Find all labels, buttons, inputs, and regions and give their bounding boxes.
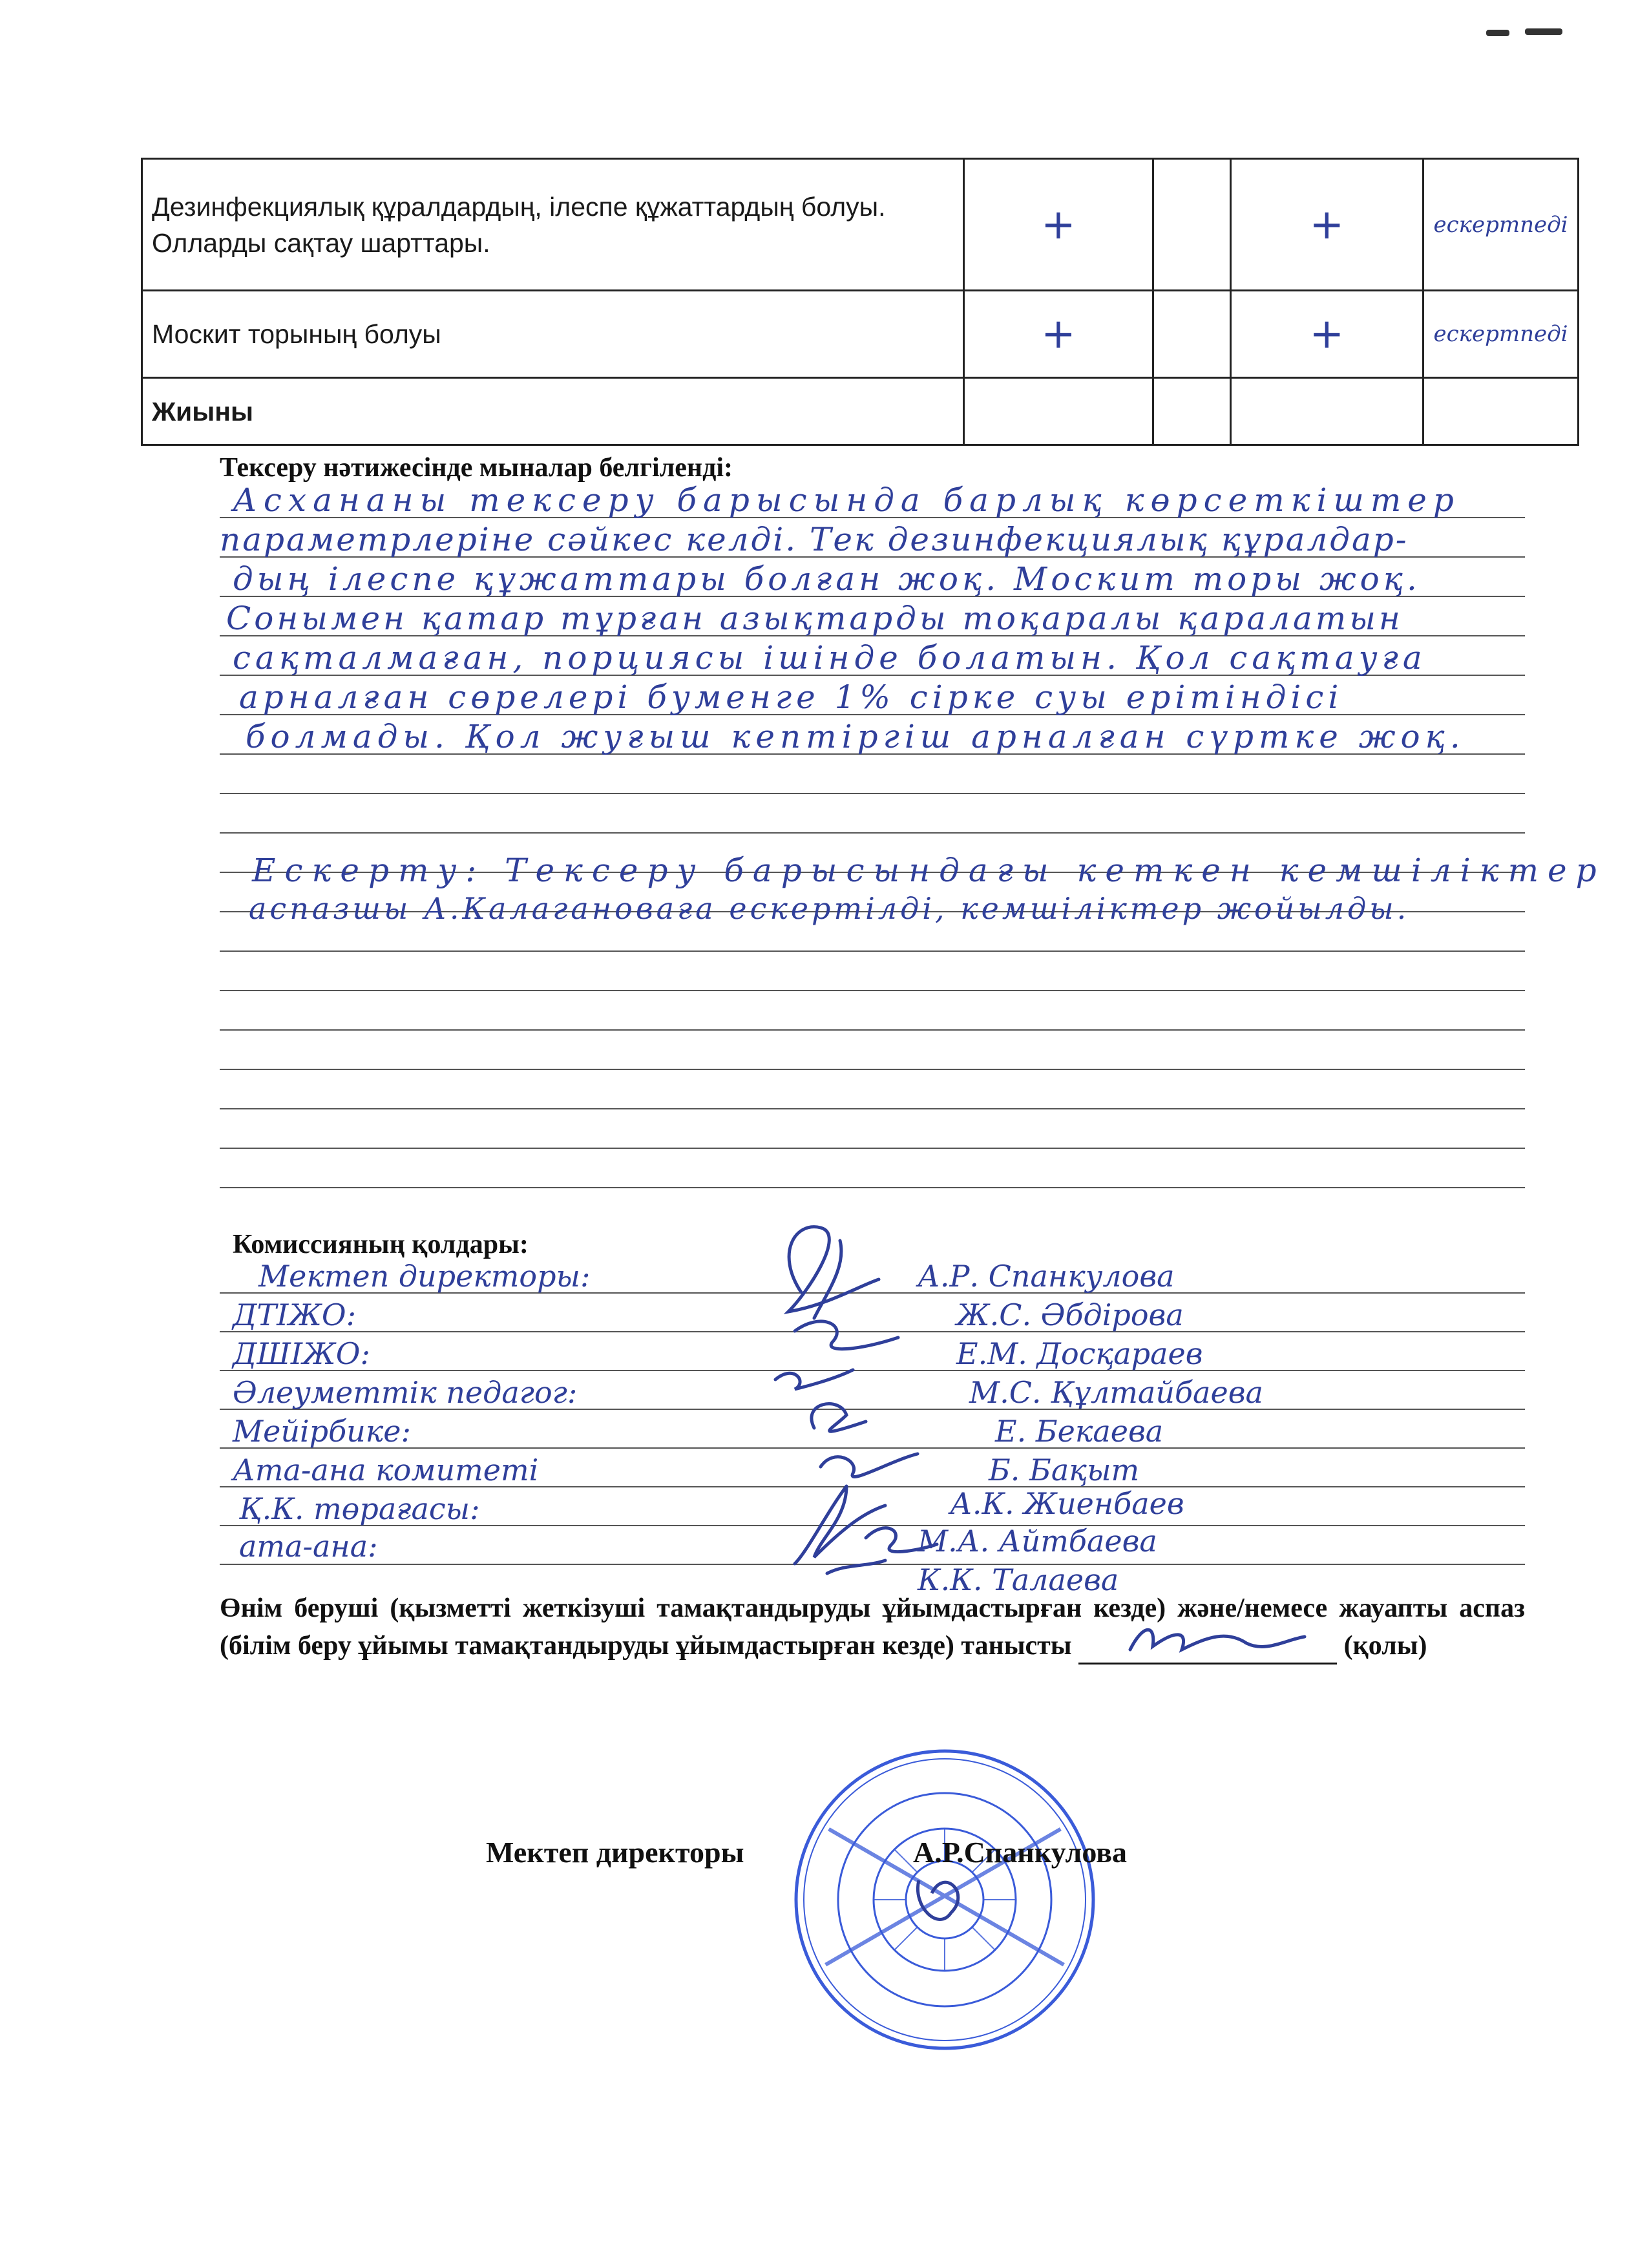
commission-member-name: М.А. Айтбаева: [918, 1524, 1157, 1559]
handwritten-line: Сонымен қатар тұрған азықтарды тоқаралы қаралатын: [226, 600, 1403, 637]
commission-role: ДШІЖО:: [233, 1336, 370, 1371]
criterion-cell: Москит торының болуы: [142, 291, 964, 378]
mark-cell: +: [1230, 159, 1423, 291]
commission-heading: Комиссияның қолдары:: [233, 1230, 529, 1259]
table-row: [142, 291, 1579, 378]
handwritten-line: аспазшы А.Калагановаға ескертілді, кемшіліктер жойылды.: [249, 891, 1410, 926]
note-cell: ескертпеді: [1423, 291, 1579, 378]
commission-role: Қ.К. төрағасы:: [239, 1491, 480, 1526]
mark-cell: +: [964, 291, 1153, 378]
commission-member-name: Ж.С. Әбдірова: [956, 1297, 1184, 1332]
commission-member-name: К.К. Талаева: [918, 1562, 1119, 1597]
commission-role: Мейірбике:: [233, 1414, 411, 1449]
table-row: [142, 159, 1579, 291]
signature-suffix: (қолы): [1343, 1631, 1427, 1661]
handwritten-line: сақталмаған, порциясы ішінде болатын. Қол сақтауға: [233, 639, 1427, 677]
signature-blank: [1078, 1637, 1337, 1664]
mark-cell: [1153, 159, 1230, 291]
acknowledgement-text: [220, 1590, 1525, 1664]
mark-cell: [1153, 291, 1230, 378]
commission-role: ДТІЖО:: [233, 1297, 357, 1332]
findings-heading: Тексеру нәтижесінде мыналар белгіленді:: [220, 453, 733, 483]
commission-member-name: Е. Бекаева: [995, 1414, 1164, 1449]
commission-member-name: М.С. Құлтайбаева: [969, 1375, 1263, 1410]
mark-cell: [1230, 378, 1423, 445]
note-cell: [1423, 378, 1579, 445]
commission-role: ата-ана:: [239, 1529, 378, 1564]
chef-signature: [1117, 1617, 1311, 1663]
acknowledgement-body: Өнім беруші (қызметті жеткізуші тамақтандыруды ұйымдастырған кезде) және/немесе жауапты аспаз (білім беру ұйымы тамақтандыруды ұйымдастырған кезде) танысты: [220, 1593, 1525, 1661]
official-seal: [790, 1745, 1100, 2055]
handwritten-line: дың ілеспе құжаттары болған жоқ. Москит торы жоқ.: [233, 560, 1421, 598]
handwritten-line: Асхананы тексеру барысында барлық көрсеткіштер: [233, 481, 1460, 519]
mark-cell: +: [964, 159, 1153, 291]
handwritten-line: болмады. Қол жуғыш кептіргіш арналған сүртке жоқ.: [246, 718, 1465, 755]
director-signoff: [486, 1835, 1127, 1869]
handwritten-line: параметрлеріне сәйкес келді. Тек дезинфекциялық құралдар-: [220, 521, 1409, 558]
handwritten-line: Ескерту: Тексеру барысындағы кеткен кемшіліктер: [252, 852, 1606, 889]
scan-mark: [1486, 30, 1509, 36]
scan-mark: [1525, 28, 1562, 35]
commission-role: Ата-ана комитеті: [233, 1453, 539, 1487]
checklist-table: [141, 158, 1579, 446]
mark-cell: +: [1230, 291, 1423, 378]
criterion-cell: Дезинфекциялық құралдардың, ілеспе құжаттардың болуы. Олларды сақтау шарттары.: [142, 159, 964, 291]
total-label-cell: Жиыны: [142, 378, 964, 445]
commission-member-name: Е.М. Досқараев: [956, 1336, 1203, 1371]
signature-scribbles: [750, 1215, 1021, 1577]
mark-cell: [1153, 378, 1230, 445]
commission-member-name: Б. Бақыт: [989, 1453, 1140, 1487]
commission-role: Әлеуметтік педагог:: [233, 1375, 578, 1410]
table-row: [142, 378, 1579, 445]
mark-cell: [964, 378, 1153, 445]
commission-member-name: А.К. Жиенбаев: [950, 1486, 1184, 1521]
director-label: Мектеп директоры: [486, 1836, 744, 1869]
commission-member-name: А.Р. Спанкулова: [918, 1259, 1175, 1294]
note-cell: ескертпеді: [1423, 159, 1579, 291]
handwritten-line: арналған сөрелері буменге 1% сірке суы ерітіндісі: [239, 678, 1343, 716]
director-name: А.Р.Спанкулова: [913, 1836, 1128, 1869]
commission-role: Мектеп директоры:: [258, 1259, 591, 1294]
